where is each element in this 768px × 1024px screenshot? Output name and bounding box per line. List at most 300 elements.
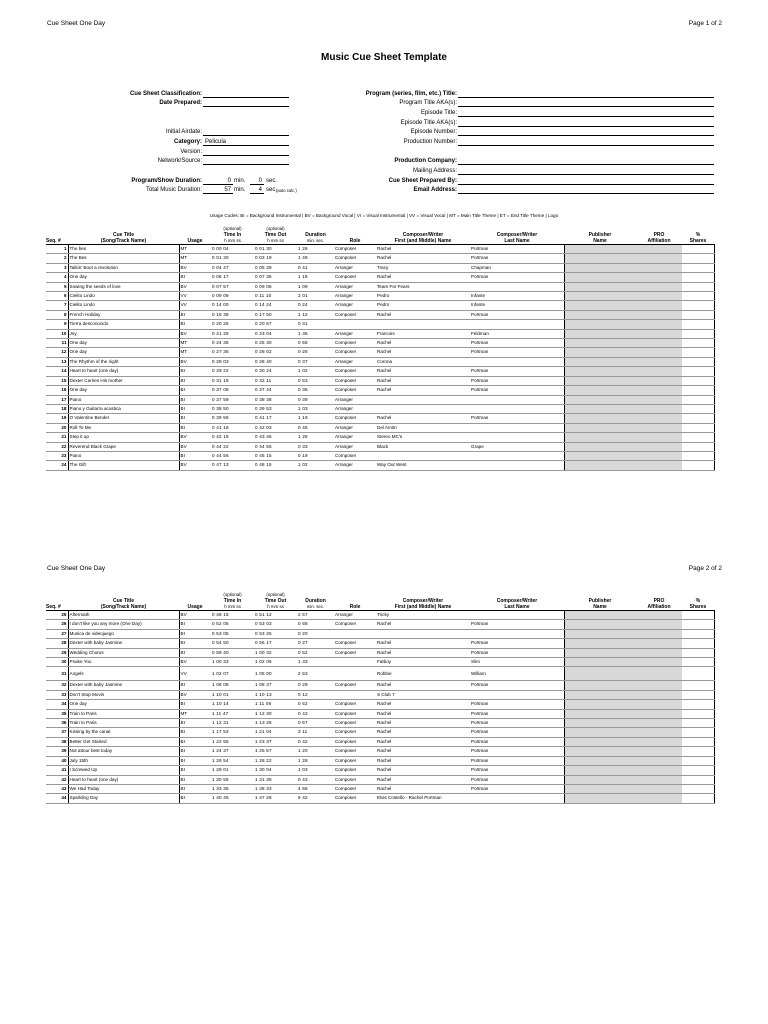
publisher-name[interactable] xyxy=(564,301,636,310)
cue-usage[interactable]: BI xyxy=(179,320,211,329)
share-percent[interactable] xyxy=(682,728,714,737)
composer-first-name[interactable]: Stereo MC's xyxy=(376,433,470,442)
pro-affiliation[interactable] xyxy=(636,690,682,699)
pro-affiliation[interactable] xyxy=(636,648,682,657)
cue-seq[interactable]: 17 xyxy=(46,395,68,404)
cue-seq[interactable]: 10 xyxy=(46,329,68,338)
composer-last-name[interactable] xyxy=(470,404,564,413)
cue-seq[interactable]: 39 xyxy=(46,747,68,756)
cue-seq[interactable]: 34 xyxy=(46,700,68,709)
publisher-name[interactable] xyxy=(564,348,636,357)
share-percent[interactable] xyxy=(682,747,714,756)
cue-time-out[interactable]: 1 00 32 xyxy=(254,648,297,657)
cue-usage[interactable]: BV xyxy=(179,263,211,272)
cue-title[interactable]: The Bes xyxy=(68,254,179,263)
cue-role[interactable]: Composer xyxy=(334,367,376,376)
cue-title[interactable]: O Valentine Bender xyxy=(68,414,179,423)
share-percent[interactable] xyxy=(682,254,714,263)
cue-duration[interactable]: 1 09 xyxy=(297,282,334,291)
composer-last-name[interactable]: Portman xyxy=(470,348,564,357)
cue-seq[interactable]: 20 xyxy=(46,423,68,432)
cue-seq[interactable]: 26 xyxy=(46,620,68,629)
cue-time-out[interactable]: 1 05 00 xyxy=(254,667,297,681)
cue-usage[interactable]: BI xyxy=(179,395,211,404)
composer-last-name[interactable] xyxy=(470,433,564,442)
cue-title[interactable]: July 15th xyxy=(68,756,179,765)
share-percent[interactable] xyxy=(682,367,714,376)
cue-title[interactable]: The Gift xyxy=(68,461,179,470)
cue-duration[interactable]: 0 33 xyxy=(297,442,334,451)
cue-usage[interactable]: MT xyxy=(179,709,211,718)
cue-usage[interactable]: BV xyxy=(179,611,211,620)
share-percent[interactable] xyxy=(682,611,714,620)
publisher-name[interactable] xyxy=(564,629,636,638)
cue-time-in[interactable]: 0 44 56 xyxy=(211,451,254,460)
cue-time-in[interactable]: 0 59 40 xyxy=(211,648,254,657)
cue-duration[interactable]: 0 24 xyxy=(297,301,334,310)
cue-seq[interactable]: 33 xyxy=(46,690,68,699)
cue-role[interactable]: Arranger xyxy=(334,461,376,470)
cue-usage[interactable]: BI xyxy=(179,784,211,793)
production-company-field[interactable] xyxy=(458,157,714,165)
share-percent[interactable] xyxy=(682,719,714,728)
composer-first-name[interactable]: Del Amitri xyxy=(376,423,470,432)
cue-role[interactable]: Arranger xyxy=(334,433,376,442)
publisher-name[interactable] xyxy=(564,292,636,301)
cue-title[interactable]: Don't Stop Movin xyxy=(68,690,179,699)
composer-last-name[interactable] xyxy=(470,451,564,460)
cue-seq[interactable]: 36 xyxy=(46,719,68,728)
cue-title[interactable]: Piano xyxy=(68,395,179,404)
cue-duration[interactable]: 1 19 xyxy=(297,414,334,423)
cue-time-out[interactable]: 0 03 19 xyxy=(254,254,297,263)
email-field[interactable] xyxy=(458,186,714,194)
cue-title[interactable]: Heart to heart (one day) xyxy=(68,775,179,784)
cue-time-in[interactable]: 0 39 58 xyxy=(211,414,254,423)
cue-title[interactable]: The bes xyxy=(68,245,179,254)
cue-role[interactable]: Arranger xyxy=(334,395,376,404)
cue-usage[interactable]: BI xyxy=(179,766,211,775)
cue-role[interactable]: Arranger xyxy=(334,329,376,338)
pro-affiliation[interactable] xyxy=(636,700,682,709)
share-percent[interactable] xyxy=(682,339,714,348)
composer-first-name[interactable] xyxy=(376,395,470,404)
cue-time-in[interactable]: 0 14 00 xyxy=(211,301,254,310)
share-percent[interactable] xyxy=(682,648,714,657)
cue-title[interactable]: Dexter with baby Jasmine xyxy=(68,639,179,648)
network-field[interactable] xyxy=(203,157,289,165)
cue-time-in[interactable]: 0 37 59 xyxy=(211,395,254,404)
pro-affiliation[interactable] xyxy=(636,709,682,718)
composer-last-name[interactable]: Portman xyxy=(470,709,564,718)
cue-seq[interactable]: 37 xyxy=(46,728,68,737)
composer-first-name[interactable]: Rachel xyxy=(376,386,470,395)
composer-first-name[interactable]: Rachel xyxy=(376,719,470,728)
pro-affiliation[interactable] xyxy=(636,348,682,357)
publisher-name[interactable] xyxy=(564,766,636,775)
share-percent[interactable] xyxy=(682,794,714,803)
cue-seq[interactable]: 40 xyxy=(46,756,68,765)
composer-last-name[interactable]: Portman xyxy=(470,737,564,746)
composer-first-name[interactable]: Tricky xyxy=(376,611,470,620)
cue-time-out[interactable]: 1 08 37 xyxy=(254,681,297,690)
publisher-name[interactable] xyxy=(564,690,636,699)
cue-time-out[interactable]: 1 47 28 xyxy=(254,794,297,803)
cue-time-out[interactable]: 0 28 02 xyxy=(254,348,297,357)
cue-time-out[interactable]: 0 23 04 xyxy=(254,329,297,338)
publisher-name[interactable] xyxy=(564,681,636,690)
share-percent[interactable] xyxy=(682,639,714,648)
composer-first-name[interactable]: Rachel xyxy=(376,756,470,765)
composer-first-name[interactable]: Way Out West xyxy=(376,461,470,470)
cue-time-in[interactable]: 0 27 36 xyxy=(211,348,254,357)
pro-affiliation[interactable] xyxy=(636,386,682,395)
cue-role[interactable]: Composer xyxy=(334,386,376,395)
cue-role[interactable]: Composer xyxy=(334,728,376,737)
share-percent[interactable] xyxy=(682,423,714,432)
cue-seq[interactable]: 8 xyxy=(46,310,68,319)
cue-duration[interactable]: 1 02 xyxy=(297,367,334,376)
cue-seq[interactable]: 2 xyxy=(46,254,68,263)
publisher-name[interactable] xyxy=(564,263,636,272)
composer-first-name[interactable] xyxy=(376,320,470,329)
composer-first-name[interactable]: Rachel xyxy=(376,620,470,629)
cue-duration[interactable]: 0 55 xyxy=(297,339,334,348)
cue-duration[interactable]: 2 57 xyxy=(297,611,334,620)
cue-seq[interactable]: 31 xyxy=(46,667,68,681)
cue-title[interactable]: Musica de videojuego xyxy=(68,629,179,638)
composer-first-name[interactable]: Rachel xyxy=(376,339,470,348)
cue-usage[interactable]: BI xyxy=(179,404,211,413)
cue-usage[interactable]: BI xyxy=(179,756,211,765)
cue-usage[interactable]: BI xyxy=(179,629,211,638)
episode-title-field[interactable] xyxy=(458,109,714,117)
cue-time-out[interactable]: 0 43 46 xyxy=(254,433,297,442)
cue-time-out[interactable]: 0 17 50 xyxy=(254,310,297,319)
publisher-name[interactable] xyxy=(564,404,636,413)
publisher-name[interactable] xyxy=(564,451,636,460)
show-duration-sec-field[interactable]: 0 xyxy=(250,177,264,185)
composer-last-name[interactable]: Slim xyxy=(470,658,564,667)
composer-first-name[interactable]: Rachel xyxy=(376,273,470,282)
cue-time-in[interactable]: 1 26 54 xyxy=(211,756,254,765)
cue-usage[interactable]: BI xyxy=(179,367,211,376)
composer-first-name[interactable]: Pedro xyxy=(376,292,470,301)
cue-time-in[interactable]: 0 20 26 xyxy=(211,320,254,329)
cue-time-in[interactable]: 1 12 31 xyxy=(211,719,254,728)
cue-time-in[interactable]: 1 24 37 xyxy=(211,747,254,756)
publisher-name[interactable] xyxy=(564,273,636,282)
cue-duration[interactable]: 0 43 xyxy=(297,775,334,784)
cue-time-out[interactable]: 0 28 40 xyxy=(254,357,297,366)
composer-last-name[interactable]: Portman xyxy=(470,254,564,263)
publisher-name[interactable] xyxy=(564,329,636,338)
cue-duration[interactable]: 0 52 xyxy=(297,700,334,709)
share-percent[interactable] xyxy=(682,766,714,775)
share-percent[interactable] xyxy=(682,775,714,784)
cue-usage[interactable]: BV xyxy=(179,329,211,338)
composer-last-name[interactable]: Portman xyxy=(470,719,564,728)
composer-first-name[interactable] xyxy=(376,451,470,460)
cue-time-in[interactable]: 1 00 33 xyxy=(211,658,254,667)
cue-seq[interactable]: 21 xyxy=(46,433,68,442)
cue-time-out[interactable]: 1 28 22 xyxy=(254,756,297,765)
cue-seq[interactable]: 15 xyxy=(46,376,68,385)
cue-usage[interactable]: BV xyxy=(179,690,211,699)
cue-role[interactable]: Composer xyxy=(334,339,376,348)
cue-role[interactable] xyxy=(334,690,376,699)
pro-affiliation[interactable] xyxy=(636,357,682,366)
cue-seq[interactable]: 42 xyxy=(46,775,68,784)
cue-role[interactable]: Composer xyxy=(334,700,376,709)
composer-last-name[interactable]: Portman xyxy=(470,648,564,657)
publisher-name[interactable] xyxy=(564,794,636,803)
cue-time-out[interactable]: 0 45 15 xyxy=(254,451,297,460)
cue-title[interactable]: Joy xyxy=(68,329,179,338)
composer-last-name[interactable]: Portman xyxy=(470,273,564,282)
cue-title[interactable]: Piano y Guitarra acustica xyxy=(68,404,179,413)
pro-affiliation[interactable] xyxy=(636,728,682,737)
cue-duration[interactable]: 0 29 xyxy=(297,681,334,690)
cue-time-in[interactable]: 0 31 18 xyxy=(211,376,254,385)
composer-last-name[interactable]: Portman xyxy=(470,756,564,765)
composer-first-name[interactable]: Rachel xyxy=(376,648,470,657)
publisher-name[interactable] xyxy=(564,461,636,470)
cue-usage[interactable]: VV xyxy=(179,667,211,681)
program-title-field[interactable] xyxy=(458,90,714,98)
cue-seq[interactable]: 24 xyxy=(46,461,68,470)
cue-usage[interactable]: BV xyxy=(179,658,211,667)
cue-time-in[interactable]: 0 28 03 xyxy=(211,357,254,366)
publisher-name[interactable] xyxy=(564,728,636,737)
cue-time-out[interactable]: 0 38 38 xyxy=(254,395,297,404)
cue-seq[interactable]: 19 xyxy=(46,414,68,423)
cue-usage[interactable]: BI xyxy=(179,620,211,629)
cue-time-out[interactable]: 0 05 28 xyxy=(254,263,297,272)
cue-time-in[interactable]: 1 10 14 xyxy=(211,700,254,709)
cue-duration[interactable]: 0 41 xyxy=(297,263,334,272)
cue-seq[interactable]: 43 xyxy=(46,784,68,793)
cue-seq[interactable]: 18 xyxy=(46,404,68,413)
composer-first-name[interactable]: Rachel xyxy=(376,747,470,756)
composer-last-name[interactable]: Portman xyxy=(470,775,564,784)
cue-time-out[interactable]: 0 09 06 xyxy=(254,282,297,291)
cue-duration[interactable]: 1 12 xyxy=(297,310,334,319)
pro-affiliation[interactable] xyxy=(636,320,682,329)
cue-usage[interactable]: BI xyxy=(179,700,211,709)
program-aka-field[interactable] xyxy=(458,99,714,107)
pro-affiliation[interactable] xyxy=(636,263,682,272)
pro-affiliation[interactable] xyxy=(636,423,682,432)
cue-time-out[interactable]: 0 01 30 xyxy=(254,245,297,254)
cue-duration[interactable]: 1 20 xyxy=(297,747,334,756)
cue-duration[interactable]: 1 02 xyxy=(297,461,334,470)
cue-duration[interactable]: 1 03 xyxy=(297,404,334,413)
cue-duration[interactable]: 0 58 xyxy=(297,620,334,629)
composer-last-name[interactable]: Portman xyxy=(470,620,564,629)
pro-affiliation[interactable] xyxy=(636,667,682,681)
cue-title[interactable]: Praise You xyxy=(68,658,179,667)
composer-last-name[interactable]: Portman xyxy=(470,414,564,423)
composer-first-name[interactable]: Rachel xyxy=(376,775,470,784)
publisher-name[interactable] xyxy=(564,433,636,442)
composer-last-name[interactable]: Infante xyxy=(470,292,564,301)
publisher-name[interactable] xyxy=(564,376,636,385)
cue-time-in[interactable]: 1 22 55 xyxy=(211,737,254,746)
composer-first-name[interactable]: Rachel xyxy=(376,784,470,793)
composer-first-name[interactable]: Rachel xyxy=(376,681,470,690)
publisher-name[interactable] xyxy=(564,395,636,404)
mailing-address-field[interactable] xyxy=(458,167,714,175)
share-percent[interactable] xyxy=(682,320,714,329)
cue-seq[interactable]: 38 xyxy=(46,737,68,746)
cue-usage[interactable]: BV xyxy=(179,357,211,366)
cue-seq[interactable]: 6 xyxy=(46,292,68,301)
cue-duration[interactable]: 1 03 xyxy=(297,766,334,775)
cue-role[interactable]: Composer xyxy=(334,254,376,263)
cue-title[interactable]: Dexter with baby Jasmine xyxy=(68,681,179,690)
cue-role[interactable]: Composer xyxy=(334,310,376,319)
share-percent[interactable] xyxy=(682,709,714,718)
cue-seq[interactable]: 12 xyxy=(46,348,68,357)
cue-duration[interactable]: 1 36 xyxy=(297,329,334,338)
cue-usage[interactable]: MT xyxy=(179,339,211,348)
pro-affiliation[interactable] xyxy=(636,310,682,319)
composer-last-name[interactable]: Grape xyxy=(470,442,564,451)
cue-time-in[interactable]: 0 52 05 xyxy=(211,620,254,629)
composer-last-name[interactable]: Portman xyxy=(470,700,564,709)
cue-duration[interactable]: 0 12 xyxy=(297,690,334,699)
cue-time-out[interactable]: 1 02 06 xyxy=(254,658,297,667)
cue-time-in[interactable]: 1 30 55 xyxy=(211,775,254,784)
share-percent[interactable] xyxy=(682,784,714,793)
pro-affiliation[interactable] xyxy=(636,329,682,338)
cue-duration[interactable]: 0 26 xyxy=(297,348,334,357)
pro-affiliation[interactable] xyxy=(636,747,682,756)
cue-role[interactable]: Composer xyxy=(334,620,376,629)
cue-role[interactable]: Composer xyxy=(334,245,376,254)
cue-title[interactable]: I don't like you any more (One Day) xyxy=(68,620,179,629)
cue-time-in[interactable]: 0 04 47 xyxy=(211,263,254,272)
share-percent[interactable] xyxy=(682,263,714,272)
cue-time-in[interactable]: 0 00 04 xyxy=(211,245,254,254)
share-percent[interactable] xyxy=(682,690,714,699)
cue-duration[interactable]: 6 42 xyxy=(297,794,334,803)
composer-first-name[interactable]: Rachel xyxy=(376,254,470,263)
cue-time-out[interactable]: 1 25 57 xyxy=(254,747,297,756)
pro-affiliation[interactable] xyxy=(636,273,682,282)
cue-title[interactable]: One day xyxy=(68,273,179,282)
cue-role[interactable]: Arranger xyxy=(334,423,376,432)
composer-last-name[interactable] xyxy=(470,423,564,432)
composer-last-name[interactable]: Portman xyxy=(470,728,564,737)
cue-usage[interactable]: BV xyxy=(179,461,211,470)
cue-seq[interactable]: 30 xyxy=(46,658,68,667)
cue-role[interactable]: Composer xyxy=(334,756,376,765)
composer-first-name[interactable]: Rachel xyxy=(376,310,470,319)
cue-title[interactable]: One day xyxy=(68,386,179,395)
cue-usage[interactable]: BI xyxy=(179,728,211,737)
cue-role[interactable]: Composer xyxy=(334,376,376,385)
cue-role[interactable]: Arranger xyxy=(334,263,376,272)
pro-affiliation[interactable] xyxy=(636,376,682,385)
cue-time-out[interactable]: 0 48 15 xyxy=(254,461,297,470)
cue-title[interactable]: One day xyxy=(68,339,179,348)
publisher-name[interactable] xyxy=(564,700,636,709)
pro-affiliation[interactable] xyxy=(636,245,682,254)
cue-time-out[interactable]: 0 11 10 xyxy=(254,292,297,301)
cue-role[interactable] xyxy=(334,658,376,667)
cue-duration[interactable]: 0 42 xyxy=(297,737,334,746)
share-percent[interactable] xyxy=(682,658,714,667)
composer-last-name[interactable]: William xyxy=(470,667,564,681)
publisher-name[interactable] xyxy=(564,386,636,395)
share-percent[interactable] xyxy=(682,404,714,413)
cue-usage[interactable]: BV xyxy=(179,282,211,291)
composer-first-name[interactable]: Corona xyxy=(376,357,470,366)
pro-affiliation[interactable] xyxy=(636,737,682,746)
composer-last-name[interactable] xyxy=(470,320,564,329)
cue-seq[interactable]: 35 xyxy=(46,709,68,718)
cue-duration[interactable]: 0 27 xyxy=(297,639,334,648)
composer-first-name[interactable]: Pedro xyxy=(376,301,470,310)
composer-last-name[interactable]: Portman xyxy=(470,747,564,756)
publisher-name[interactable] xyxy=(564,756,636,765)
cue-usage[interactable]: BI xyxy=(179,451,211,460)
cue-duration[interactable]: 0 19 xyxy=(297,451,334,460)
date-prepared-field[interactable] xyxy=(203,99,289,107)
cue-usage[interactable]: BI xyxy=(179,737,211,746)
cue-duration[interactable]: 0 52 xyxy=(297,648,334,657)
publisher-name[interactable] xyxy=(564,282,636,291)
composer-last-name[interactable]: Portman xyxy=(470,339,564,348)
pro-affiliation[interactable] xyxy=(636,639,682,648)
cue-role[interactable]: Composer xyxy=(334,414,376,423)
cue-time-out[interactable]: 1 11 06 xyxy=(254,700,297,709)
pro-affiliation[interactable] xyxy=(636,451,682,460)
version-field[interactable] xyxy=(203,148,289,156)
cue-duration[interactable]: 1 33 xyxy=(297,658,334,667)
composer-last-name[interactable] xyxy=(470,461,564,470)
cue-title[interactable]: Aftermath xyxy=(68,611,179,620)
composer-first-name[interactable]: Rachel xyxy=(376,376,470,385)
share-percent[interactable] xyxy=(682,433,714,442)
cue-time-out[interactable]: 0 32 11 xyxy=(254,376,297,385)
cue-title[interactable]: Piano xyxy=(68,451,179,460)
cue-time-in[interactable]: 0 38 50 xyxy=(211,404,254,413)
composer-last-name[interactable] xyxy=(470,794,564,803)
cue-time-in[interactable]: 0 07 57 xyxy=(211,282,254,291)
cue-time-in[interactable]: 0 29 22 xyxy=(211,367,254,376)
cue-usage[interactable]: BI xyxy=(179,423,211,432)
cue-role[interactable]: Composer xyxy=(334,775,376,784)
composer-first-name[interactable]: Rachel xyxy=(376,414,470,423)
cue-title[interactable]: Kissing by the canal xyxy=(68,728,179,737)
cue-duration[interactable]: 1 28 xyxy=(297,433,334,442)
publisher-name[interactable] xyxy=(564,775,636,784)
cue-title[interactable]: French Holiday xyxy=(68,310,179,319)
pro-affiliation[interactable] xyxy=(636,658,682,667)
cue-duration[interactable]: 0 53 xyxy=(297,376,334,385)
cue-seq[interactable]: 23 xyxy=(46,451,68,460)
cue-seq[interactable]: 5 xyxy=(46,282,68,291)
cue-usage[interactable]: BI xyxy=(179,273,211,282)
composer-last-name[interactable]: Infante xyxy=(470,301,564,310)
prepared-by-field[interactable] xyxy=(458,177,714,185)
publisher-name[interactable] xyxy=(564,357,636,366)
cue-role[interactable]: Arranger xyxy=(334,404,376,413)
cue-time-out[interactable]: 0 07 35 xyxy=(254,273,297,282)
